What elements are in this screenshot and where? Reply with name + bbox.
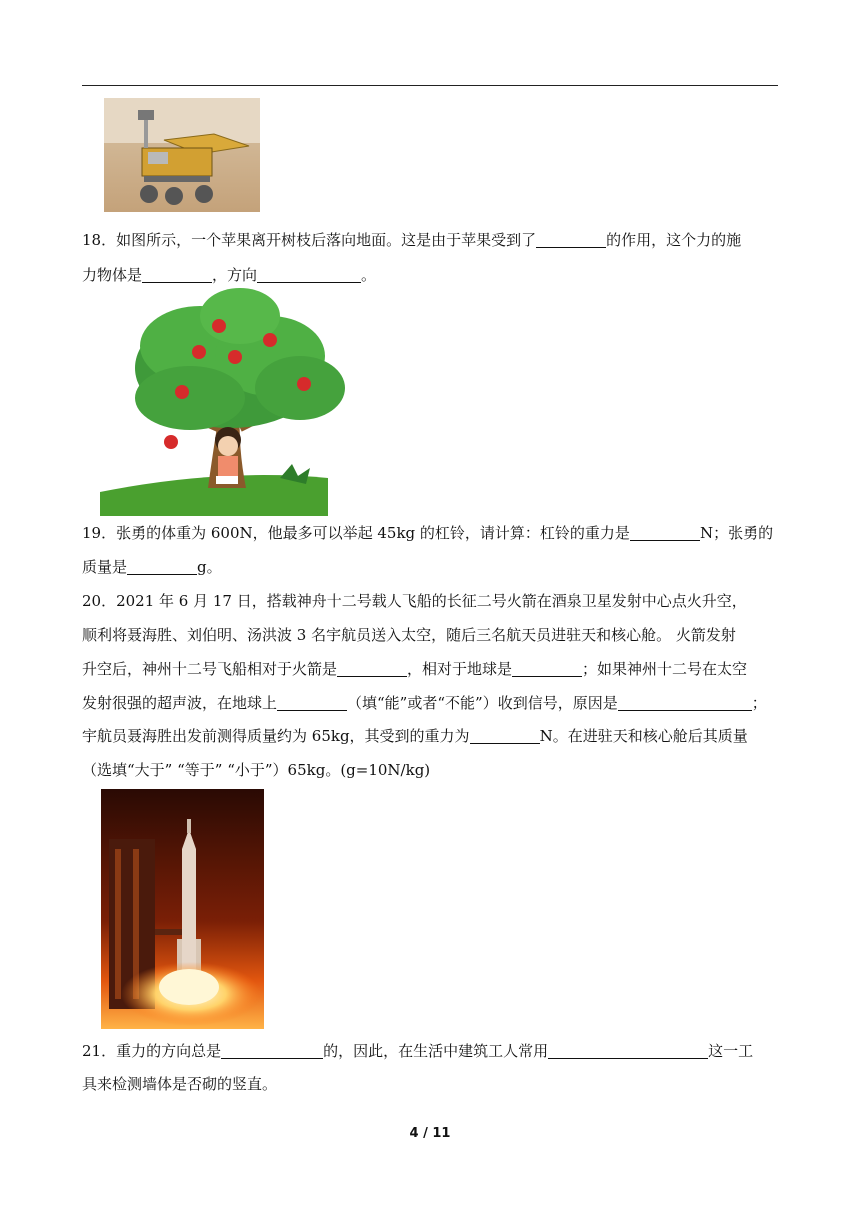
q18-text-2a: 力物体是 (82, 266, 143, 284)
q20-text-3b: ，相对于地球是 (407, 660, 513, 678)
q21-blank-tool[interactable] (548, 1043, 708, 1059)
q21-text-2: 具来检测墙体是否砌的竖直。 (82, 1075, 278, 1093)
q20-text-4a: 发射很强的超声波，在地球上 (82, 694, 278, 712)
rover-image (104, 98, 260, 212)
q20-line-4 (82, 693, 778, 713)
header-rule (82, 85, 778, 86)
q20-line-2 (82, 625, 778, 645)
q20-blank-gravity[interactable] (470, 728, 540, 744)
q21-text-1b: 的，因此，在生活中建筑工人常用 (323, 1042, 549, 1060)
q19-text-2b: g。 (197, 558, 222, 576)
q18-line-2 (82, 265, 778, 285)
q19-line-2 (82, 557, 778, 577)
q20-text-4c: ； (751, 694, 767, 712)
q19-text-2a: 质量是 (82, 558, 128, 576)
q21-text-1c: 这一工 (708, 1042, 754, 1060)
q20-text-4b: （填“能”或者“不能”）收到信号，原因是 (347, 694, 618, 712)
q18-text-2c: 。 (361, 266, 377, 284)
q21-line-2 (82, 1074, 778, 1094)
q18-line-1 (82, 230, 778, 250)
q20-blank-reason[interactable] (618, 695, 752, 711)
q18-text-1a: 18．如图所示，一个苹果离开树枝后落向地面。这是由于苹果受到了 (82, 231, 537, 249)
q19-blank-weight[interactable] (630, 525, 700, 541)
q18-text-1b: 的作用，这个力的施 (606, 231, 742, 249)
q18-blank-object[interactable] (142, 267, 212, 283)
q21-line-1 (82, 1041, 778, 1061)
q20-text-5b: N。在进驻天和核心舱后其质量 (539, 727, 748, 745)
q18-blank-force[interactable] (536, 232, 606, 248)
rocket-launch-image (101, 789, 264, 1029)
q20-line-3 (82, 659, 778, 679)
q20-text-5a: 宇航员聂海胜出发前测得质量约为 65kg，其受到的重力为 (82, 727, 470, 745)
q20-text-3a: 升空后，神州十二号飞船相对于火箭是 (82, 660, 338, 678)
q18-text-2b: ，方向 (212, 266, 258, 284)
apple-tree-image (100, 288, 350, 516)
q19-line-1 (82, 523, 778, 543)
q20-text-6: （选填“大于” “等于” “小于”）65kg。(g=10N/kg) (82, 761, 431, 779)
q21-text-1a: 21．重力的方向总是 (82, 1042, 222, 1060)
q20-line-6 (82, 760, 778, 780)
q20-line-1 (82, 591, 778, 611)
q20-text-1: 20．2021 年 6 月 17 日，搭载神舟十二号载人飞船的长征二号火箭在酒泉卫星发射中心点火升空， (82, 592, 747, 610)
q18-blank-direction[interactable] (257, 267, 361, 283)
q20-blank-relative-earth[interactable] (512, 661, 582, 677)
q19-blank-mass[interactable] (127, 559, 197, 575)
q20-blank-receive[interactable] (277, 695, 347, 711)
page-number: 4 / 11 (409, 1126, 451, 1141)
q21-blank-direction[interactable] (221, 1043, 323, 1059)
q20-line-5 (82, 726, 778, 746)
q20-blank-relative-rocket[interactable] (337, 661, 407, 677)
q19-text-1a: 19．张勇的体重为 600N，他最多可以举起 45kg 的杠铃，请计算：杠铃的重力是 (82, 524, 630, 542)
q20-text-2: 顺利将聂海胜、刘伯明、汤洪波 3 名宇航员送入太空，随后三名航天员进驻天和核心舱。 火箭发射 (82, 626, 736, 644)
q19-text-1b: N；张勇的 (699, 524, 774, 542)
q20-text-3c: ；如果神州十二号在太空 (582, 660, 748, 678)
